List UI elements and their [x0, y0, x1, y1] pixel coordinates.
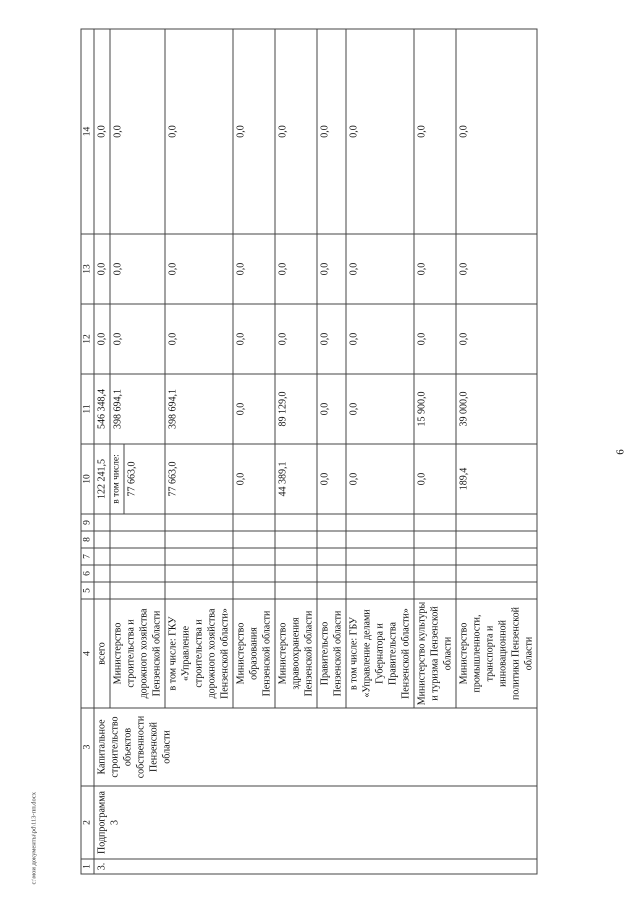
org-name: в том числе: ГБУ «Управление делами Губернатора и Правительства Пензенской области» — [346, 599, 414, 708]
col-header: 11 — [81, 374, 94, 444]
cell-c12: 0,0 — [414, 304, 456, 374]
col-header: 3 — [81, 708, 94, 786]
org-name: в том числе: ГКУ «Управление строительства и дорожного хозяйства Пензенской области» — [165, 599, 233, 708]
cell-c11: 0,0 — [317, 374, 346, 444]
org-name: Правительство Пензенской области — [317, 599, 346, 708]
cell-c11: 0,0 — [233, 374, 275, 444]
cell-c11: 0,0 — [346, 374, 414, 444]
total-c14: 0,0 — [94, 29, 110, 234]
cell-c12: 0,0 — [317, 304, 346, 374]
org-name: Министерство культуры и туризма Пензенской области — [414, 599, 456, 708]
cell-c14: 0,0 — [233, 29, 275, 234]
program-name: Подпрограмма 3 — [94, 786, 537, 859]
in-that-number-label: в том числе: — [111, 445, 124, 514]
col-header: 14 — [81, 29, 94, 234]
cell-c13: 0,0 — [317, 234, 346, 304]
cell-c14: 0,0 — [414, 29, 456, 234]
cell-c13: 0,0 — [275, 234, 317, 304]
cell-c14: 0,0 — [317, 29, 346, 234]
total-c12: 0,0 — [94, 304, 110, 374]
col-header: 8 — [81, 531, 94, 548]
cell-c11: 398 694,1 — [165, 374, 233, 444]
cell-c10: 0,0 — [233, 444, 275, 514]
file-path-footer: c:\мои документы\pd\113-пп.docx — [30, 792, 38, 885]
item-number: 3. — [94, 859, 537, 874]
total-row — [94, 29, 110, 874]
cell-c13: 0,0 — [414, 234, 456, 304]
activity-name: Капитальное строительство объектов собственности Пензенской области — [94, 708, 537, 786]
col-header: 9 — [81, 514, 94, 531]
total-c11: 546 348,4 — [94, 374, 110, 444]
col-header: 12 — [81, 304, 94, 374]
cell-c13: 0,0 — [456, 234, 537, 304]
rotated-sheet — [1, 0, 640, 905]
cell-c11: 39 000,0 — [456, 374, 537, 444]
cell-c12: 0,0 — [233, 304, 275, 374]
cell-c13: 0,0 — [346, 234, 414, 304]
cell-c10: 0,0 — [317, 444, 346, 514]
cell-c11: 89 129,0 — [275, 374, 317, 444]
cell-c12: 0,0 — [456, 304, 537, 374]
cell-c13: 0,0 — [110, 234, 165, 304]
org-name: Министерство здравоохранения Пензенской области — [275, 599, 317, 708]
total-label: всего — [94, 599, 110, 708]
total-c10: 122 241,5 — [94, 444, 110, 514]
cell-c13: 0,0 — [165, 234, 233, 304]
column-number-row — [81, 29, 94, 874]
cell-c12: 0,0 — [346, 304, 414, 374]
col-header: 10 — [81, 444, 94, 514]
cell-c10: 0,0 — [414, 444, 456, 514]
org-name: Министерство строительства и дорожного хозяйства Пензенской области — [110, 599, 165, 708]
org-name: Министерство промышленности, транспорта и инновационной политики Пензенской области — [456, 599, 537, 708]
col-header: 7 — [81, 548, 94, 565]
cell-c11: 398 694,1 — [110, 374, 165, 444]
cell-c12: 0,0 — [165, 304, 233, 374]
col-header: 5 — [81, 582, 94, 599]
budget-table — [81, 29, 538, 875]
cell-c13: 0,0 — [233, 234, 275, 304]
cell-c10: 189,4 — [456, 444, 537, 514]
col-header: 2 — [81, 786, 94, 859]
col-header: 1 — [81, 859, 94, 874]
cell-c10: 0,0 — [346, 444, 414, 514]
cell-c10: 77 663,0 — [126, 461, 138, 497]
cell-c14: 0,0 — [165, 29, 233, 234]
col-header: 6 — [81, 565, 94, 582]
cell-c14: 0,0 — [346, 29, 414, 234]
cell-c10: 44 389,1 — [275, 444, 317, 514]
col-header: 13 — [81, 234, 94, 304]
total-c13: 0,0 — [94, 234, 110, 304]
cell-c14: 0,0 — [275, 29, 317, 234]
cell-c12: 0,0 — [275, 304, 317, 374]
page-number: 6 — [614, 449, 627, 455]
cell-c14: 0,0 — [110, 29, 165, 234]
cell-c12: 0,0 — [110, 304, 165, 374]
cell-c11: 15 900,0 — [414, 374, 456, 444]
org-name: Министерство образования Пензенской области — [233, 599, 275, 708]
col-header: 4 — [81, 599, 94, 708]
cell-c10: 77 663,0 — [165, 444, 233, 514]
cell-c14: 0,0 — [456, 29, 537, 234]
